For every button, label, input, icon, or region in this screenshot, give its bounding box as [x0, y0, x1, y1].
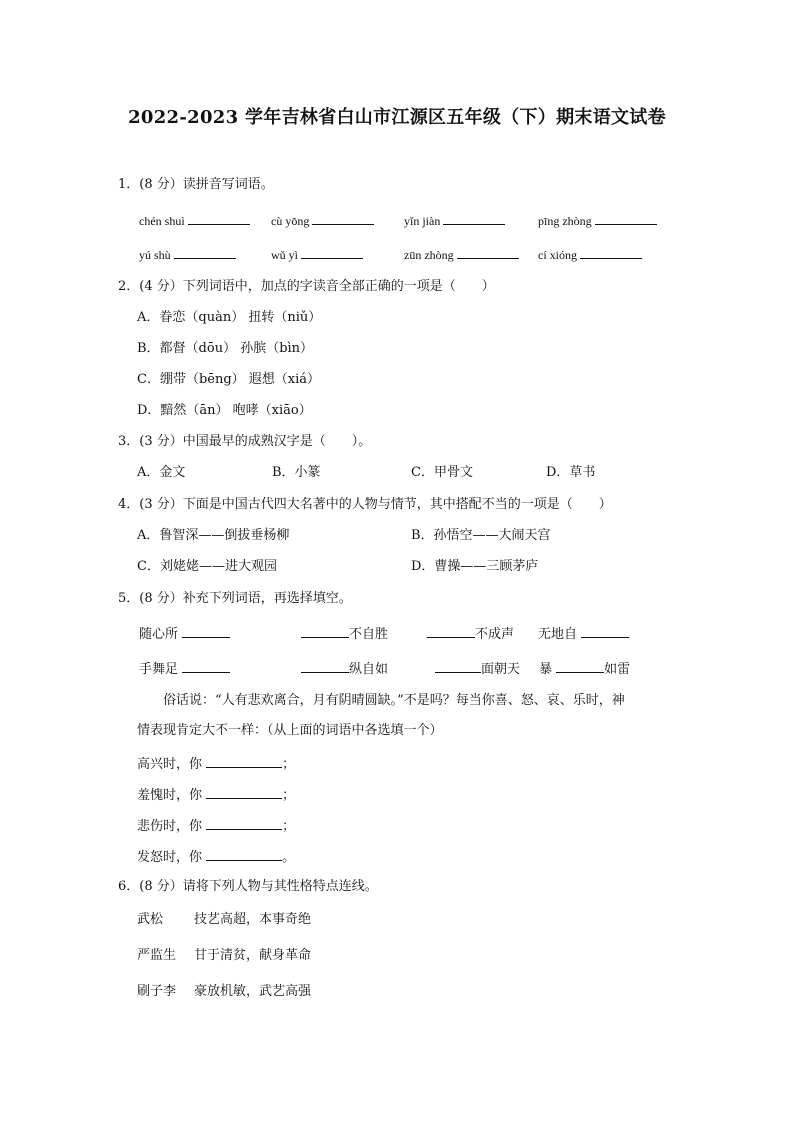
q5-idiom-4: 无地自: [538, 624, 629, 644]
q5-fill-ashamed: 羞愧时，你 ；: [137, 785, 295, 805]
q2-stem: 2．(4 分）下列词语中，加点的字读音全部正确的一项是（ ）: [118, 279, 495, 294]
q4-option-d: D．曹操——三顾茅庐: [411, 559, 539, 574]
q1-stem: 1．(8 分）读拼音写词语。: [118, 177, 274, 192]
q4-option-b: B．孙悟空——大闹天宫: [411, 528, 551, 543]
q5-fill-angry: 发怒时，你 。: [137, 847, 295, 867]
exam-title: 2022-2023 学年吉林省白山市江源区五年级（下）期末语文试卷: [128, 107, 666, 128]
q3-option-d: D．草书: [546, 465, 596, 480]
q5-idiom-1: 随心所: [139, 624, 230, 644]
q5-idiom-5: 手舞足: [139, 659, 230, 679]
q5-idiom-8: 暴 如雷: [539, 659, 630, 679]
q5-idiom-3: 不成声: [427, 624, 514, 644]
q5-fill-happy: 高兴时，你 ；: [137, 754, 295, 774]
q3-option-c: C．甲骨文: [411, 465, 473, 480]
q3-stem: 3．(3 分）中国最早的成熟汉字是（ ）。: [118, 434, 372, 449]
q6-person-3: 刷子李: [137, 984, 177, 999]
q3-option-a: A．金文: [137, 465, 186, 480]
q1-pinyin-6: wǔ yì: [271, 245, 363, 264]
q2-option-c: C．绷带（bēng） 遐想（xiá）: [137, 372, 321, 387]
q6-trait-3: 豪放机敏，武艺高强: [194, 984, 312, 999]
q1-pinyin-5: yú shù: [139, 245, 236, 264]
q1-pinyin-2: cù yōng: [271, 211, 374, 230]
q4-stem: 4．(3 分）下面是中国古代四大名著中的人物与情节，其中搭配不当的一项是（ ）: [118, 497, 612, 512]
q5-idiom-7: 面朝天: [435, 659, 520, 679]
q1-pinyin-7: zūn zhòng: [404, 245, 519, 264]
q5-idiom-6: 纵自如: [301, 659, 388, 679]
q1-pinyin-1: chén shuì: [139, 211, 250, 230]
q6-person-1: 武松: [137, 912, 164, 927]
q5-stem: 5．(8 分）补充下列词语，再选择填空。: [118, 591, 352, 606]
q1-pinyin-4: pīng zhòng: [538, 211, 657, 230]
q6-trait-2: 甘于清贫，献身革命: [194, 948, 312, 963]
q5-paragraph-line-2: 情表现肯定大不一样：（从上面的词语中各选填一个）: [137, 723, 443, 738]
q2-option-b: B．都督（dōu） 孙膑（bìn）: [137, 341, 314, 356]
q5-idiom-2: 不自胜: [301, 624, 388, 644]
q2-option-d: D．黯然（ān） 咆哮（xiāo）: [137, 403, 312, 418]
q4-option-c: C．刘姥姥——进大观园: [137, 559, 277, 574]
q3-option-b: B．小篆: [272, 465, 321, 480]
q6-stem: 6．(8 分）请将下列人物与其性格特点连线。: [118, 879, 378, 894]
q2-option-a: A．眷恋（quàn） 扭转（niǔ）: [137, 310, 322, 325]
q4-option-a: A．鲁智深——倒拔垂杨柳: [137, 528, 290, 543]
q1-pinyin-3: yǐn jiàn: [404, 211, 505, 230]
q5-paragraph-line-1: 俗话说：“人有悲欢离合，月有阴晴圆缺。”不是吗？每当你喜、怒、哀、乐时，神: [163, 693, 625, 708]
q1-pinyin-8: cí xióng: [538, 245, 642, 264]
q6-person-2: 严监生: [137, 948, 177, 963]
q6-trait-1: 技艺高超，本事奇绝: [194, 912, 312, 927]
q5-fill-sad: 悲伤时，你 ；: [137, 816, 295, 836]
